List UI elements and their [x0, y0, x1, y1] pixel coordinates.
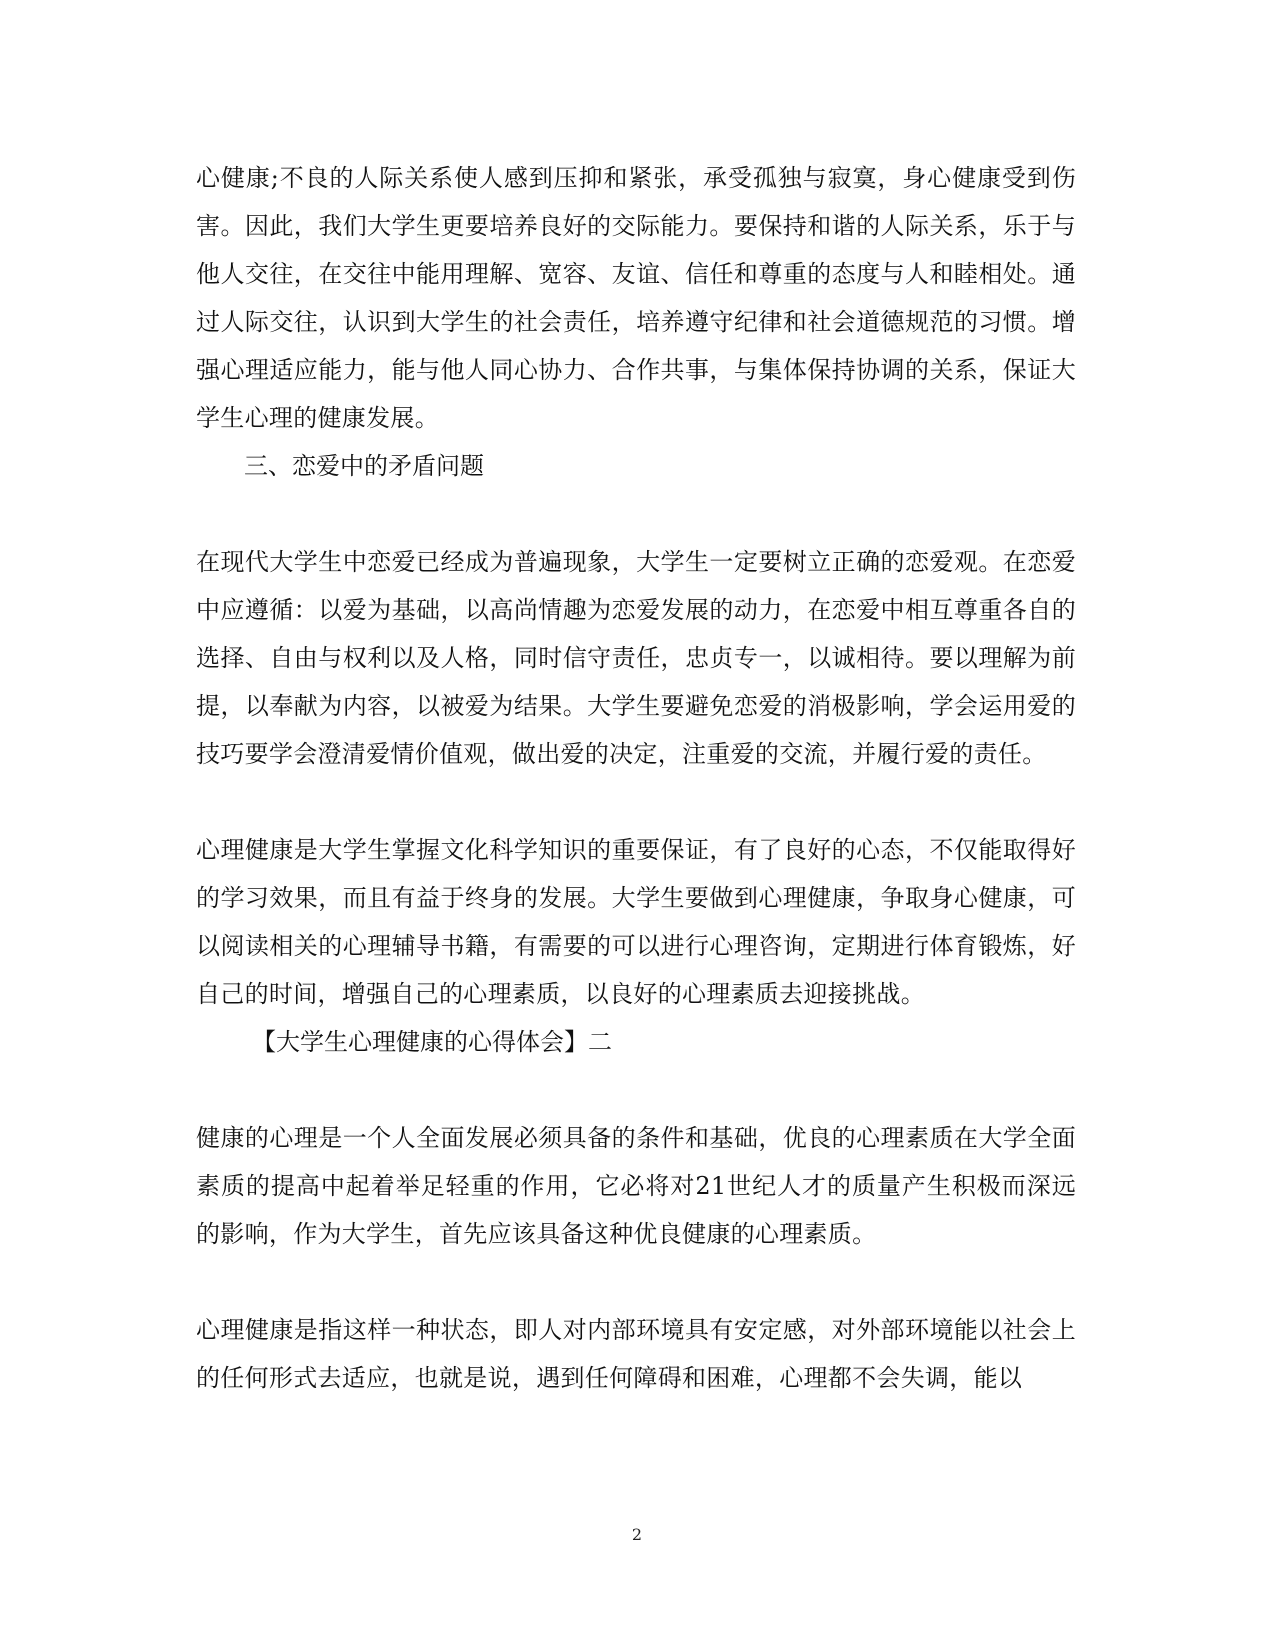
paragraph-healthy-mind: 健康的心理是一个人全面发展必须具备的条件和基础，优良的心理素质在大学全面素质的提高中起着举足轻重的作用，它必将对21世纪人才的质量产生积极而深远的影响，作为大学生，首先应该具备这种优良健康的心理素质。: [196, 1124, 1076, 1248]
spacer: [196, 1066, 1076, 1114]
section-heading-part-two: 【大学生心理健康的心得体会】二: [252, 1028, 612, 1056]
paragraph-conclusion: 心理健康是大学生掌握文化科学知识的重要保证，有了良好的心态，不仅能取得好的学习效果，而且有益于终身的发展。大学生要做到心理健康，争取身心健康，可以阅读相关的心理辅导书籍，有需要的可以进行心理咨询，定期进行体育锻炼，好自己的时间，增强自己的心理素质，以良好的心理素质去迎接挑战。: [196, 836, 1076, 1008]
paragraph-interpersonal: 心健康;不良的人际关系使人感到压抑和紧张，承受孤独与寂寞，身心健康受到伤害。因此，我们大学生更要培养良好的交际能力。要保持和谐的人际关系，乐于与他人交往，在交往中能用理解、宽容、友谊、信任和尊重的态度与人和睦相处。通过人际交往，认识到大学生的社会责任，培养遵守纪律和社会道德规范的习惯。增强心理适应能力，能与他人同心协力、合作共事，与集体保持协调的关系，保证大学生心理的健康发展。: [196, 164, 1076, 432]
page-number: 2: [631, 1525, 643, 1544]
document-body: [196, 154, 1076, 1402]
spacer: [196, 778, 1076, 826]
section-heading-love: 三、恋爱中的矛盾问题: [244, 452, 484, 480]
spacer: [196, 490, 1076, 538]
spacer: [196, 1258, 1076, 1306]
paragraph-definition: 心理健康是指这样一种状态，即人对内部环境具有安定感，对外部环境能以社会上的任何形式去适应，也就是说，遇到任何障碍和困难，心理都不会失调，能以: [196, 1316, 1076, 1392]
paragraph-love: 在现代大学生中恋爱已经成为普遍现象，大学生一定要树立正确的恋爱观。在恋爱中应遵循：以爱为基础，以高尚情趣为恋爱发展的动力，在恋爱中相互尊重各自的选择、自由与权利以及人格，同时信守责任，忠贞专一，以诚相待。要以理解为前提，以奉献为内容，以被爱为结果。大学生要避免恋爱的消极影响，学会运用爱的技巧要学会澄清爱情价值观，做出爱的决定，注重爱的交流，并履行爱的责任。: [196, 548, 1076, 768]
